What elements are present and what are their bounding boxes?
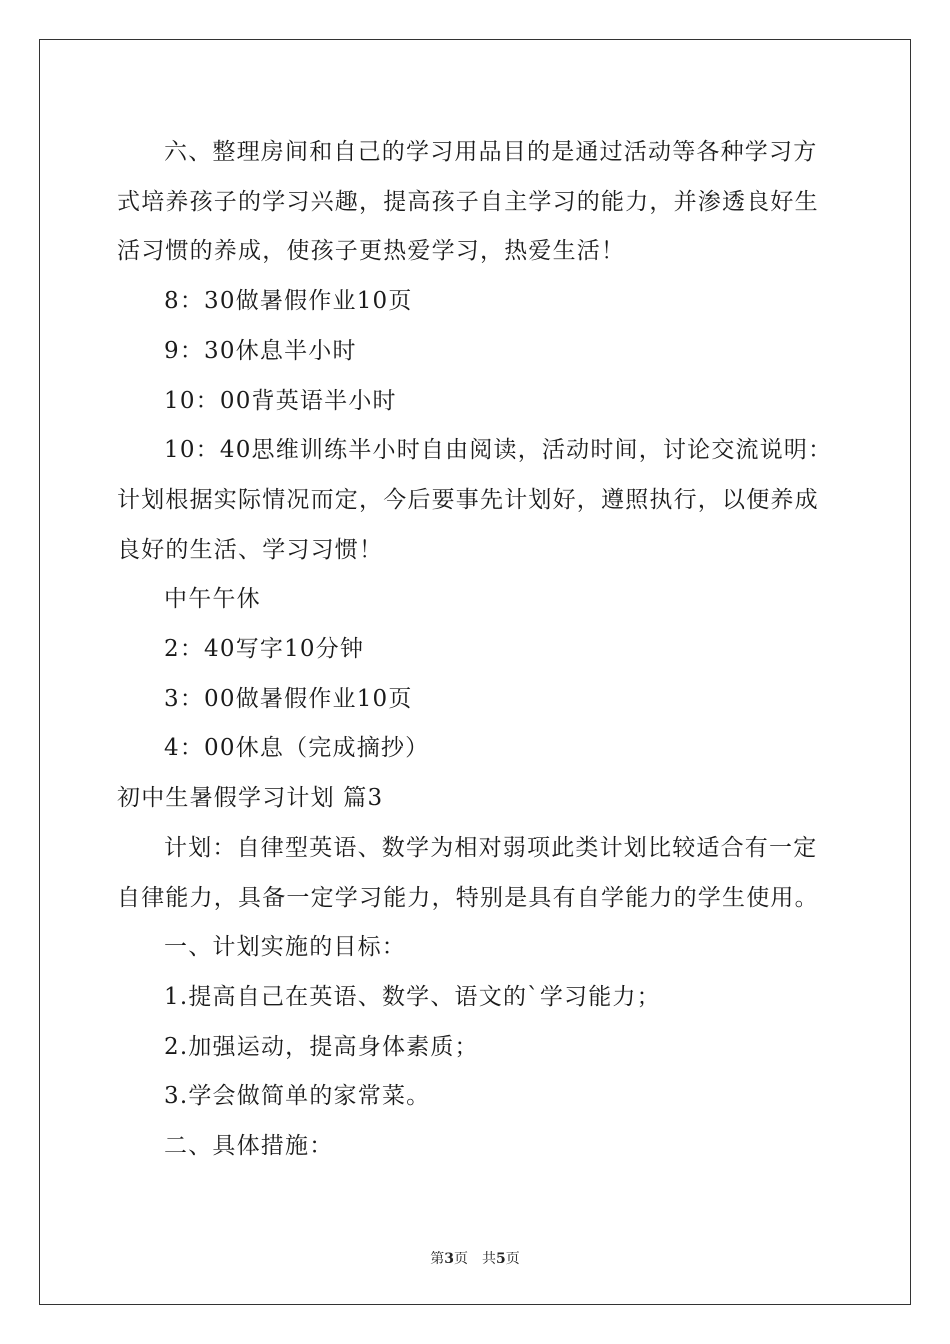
section-heading: 初中生暑假学习计划 篇3 — [117, 785, 384, 812]
footer-prefix: 第 — [430, 1251, 445, 1267]
document-body — [117, 128, 837, 1172]
page-footer — [0, 1248, 950, 1268]
paragraph: 中午午休 — [164, 586, 261, 613]
paragraph: 3.学会做简单的家常菜。 — [164, 1083, 431, 1110]
paragraph: 一、计划实施的目标： — [164, 934, 406, 961]
paragraph: 2.加强运动，提高身体素质； — [164, 1033, 479, 1060]
paragraph: 8：30做暑假作业10页 — [164, 288, 413, 315]
paragraph: 计划：自律型英语、数学为相对弱项此类计划比较适合有一定自律能力，具备一定学习能力，特别是具有自学能力的学生使用。 — [117, 834, 819, 911]
paragraph: 2：40写字10分钟 — [164, 636, 365, 663]
total-pages-number: 5 — [496, 1251, 506, 1267]
paragraph: 3：00做暑假作业10页 — [164, 685, 413, 712]
paragraph: 六、整理房间和自己的学习用品目的是通过活动等各种学习方式培养孩子的学习兴趣，提高孩子自主学习的能力，并渗透良好生活习惯的养成，使孩子更热爱学习，热爱生活！ — [117, 139, 819, 265]
paragraph: 1.提高自己在英语、数学、语文的`学习能力； — [164, 983, 661, 1010]
paragraph: 9：30休息半小时 — [164, 337, 357, 364]
paragraph: 二、具体措施： — [164, 1133, 334, 1160]
paragraph: 4：00休息（完成摘抄） — [164, 735, 430, 762]
paragraph: 10：00背英语半小时 — [164, 387, 397, 414]
footer-total-suffix: 页 — [505, 1251, 520, 1267]
footer-total-prefix: 共 — [482, 1251, 496, 1267]
footer-page-suffix: 页 — [454, 1251, 468, 1267]
paragraph: 10：40思维训练半小时自由阅读，活动时间，讨论交流说明：计划根据实际情况而定，今后要事先计划好，遵照执行，以便养成良好的生活、学习习惯！ — [117, 437, 833, 563]
current-page-number: 3 — [444, 1251, 454, 1267]
